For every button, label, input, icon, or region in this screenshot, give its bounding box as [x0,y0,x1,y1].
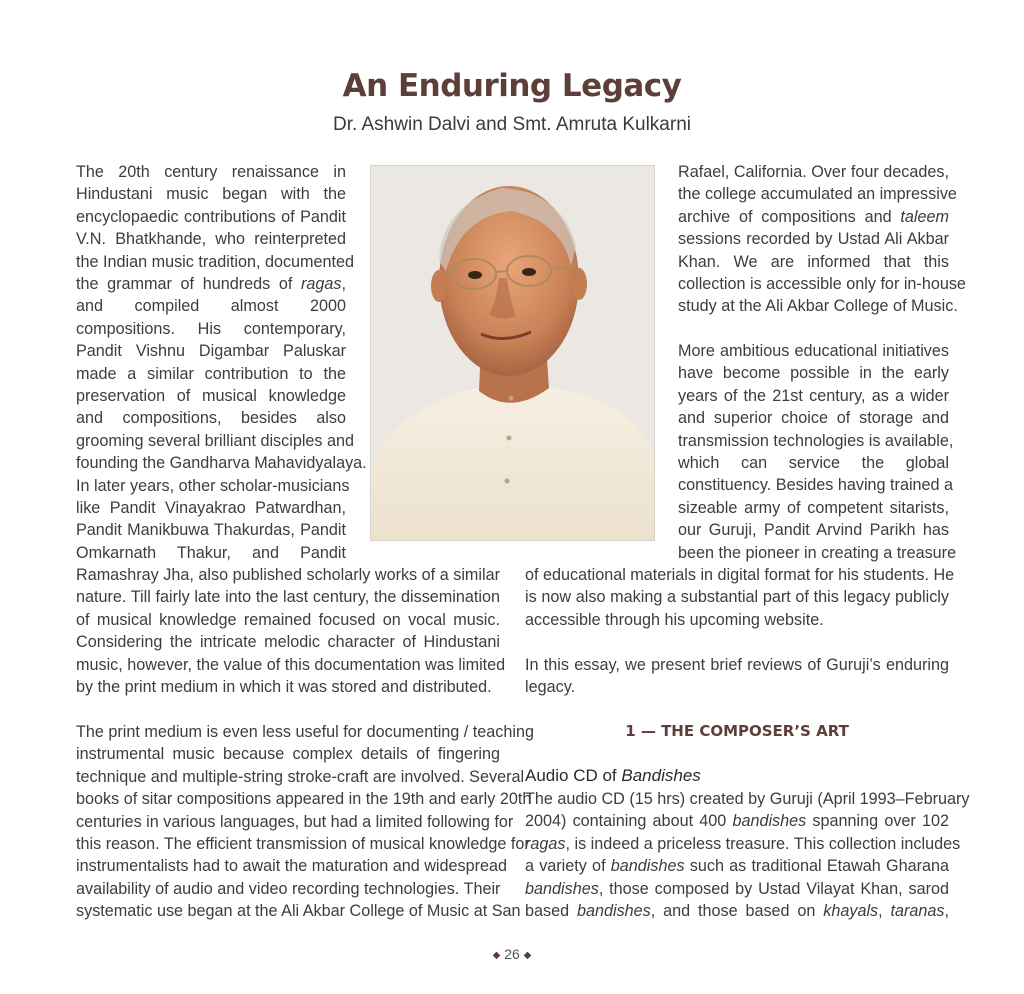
page-number [0,946,1024,962]
text-line: and compositions, besides also [76,409,346,428]
article-authors: Dr. Ashwin Dalvi and Smt. Amruta Kulkarni [333,114,691,135]
text-line: collection is accessible only for in-house [678,275,966,293]
text-line: and superior choice of storage and [678,409,949,428]
text-line: like Pandit Vinayakrao Patwardhan, [76,499,346,517]
text-line: technique and multiple-string stroke-craft are involved. Several [76,767,525,786]
text-line: of musical knowledge remained focused on vocal music. [76,610,500,629]
text-line: centuries in various languages, but had a limited following for [76,812,514,831]
text-line: which can service the global [678,454,949,472]
text-line: the grammar of hundreds of ragas, [76,275,346,293]
text-line: books of sitar compositions appeared in the 19th and early 20th [76,790,532,809]
text-line: the Indian music tradition, documented [76,252,355,271]
text-line: years of the 21st century, as a wider [678,386,949,405]
page-number-text: 26 [504,946,520,962]
text-line: have become possible in the early [678,364,949,383]
text-line: music, however, the value of this documentation was limited [76,655,506,674]
text-line: Pandit Vishnu Digambar Paluskar [76,342,346,361]
text-line: preservation of musical knowledge [76,387,346,405]
text-line: by the print medium in which it was stored and distributed. [76,678,492,696]
text-line: nature. Till fairly late into the last century, the dissemination [76,588,500,607]
text-line: Pandit Manikbuwa Thakurdas, Pandit [76,521,346,540]
text-line: grooming several brilliant disciples and [76,431,355,450]
text-line: Omkarnath Thakur, and Pandit [76,543,346,562]
text-line: systematic use began at the Ali Akbar College of Music at San [76,902,521,921]
portrait-photo [370,165,655,541]
text-line: encyclopaedic contributions of Pandit [76,207,346,226]
ornament-diamond-icon: ◆ [492,950,501,961]
text-line: is now also making a substantial part of this legacy publicly [525,588,949,607]
text-line: In later years, other scholar-musicians [76,476,350,495]
text-line: and compiled almost 2000 [76,297,346,316]
text-line: founding the Gandharva Mahavidyalaya. [76,454,367,473]
text-line: Considering the intricate melodic character of Hindustani [76,633,500,652]
text-line: of educational materials in digital format for his students. He [525,566,955,584]
text-line: V.N. Bhatkhande, who reinterpreted [76,230,346,249]
text-line: legacy. [525,678,576,697]
text-line: More ambitious educational initiatives [678,342,949,360]
text-line: been the pioneer in creating a treasure [678,543,957,562]
text-line: our Guruji, Pandit Arvind Parikh has [678,521,949,540]
section-heading: 1 — THE COMPOSER’S ART [625,722,849,740]
text-line: transmission technologies is available, [678,431,954,450]
text-line: bandishes, those composed by Ustad Vilayat Khan, sarod [525,879,949,898]
text-line: availability of audio and video recording technologies. Their [76,879,501,898]
text-line: The print medium is even less useful for documenting / teaching [76,723,534,741]
text-line: instrumentalists had to await the maturation and widespread [76,857,508,876]
text-line: archive of compositions and taleem [678,207,949,226]
article-title: An Enduring Legacy [342,68,682,104]
text-line: Hindustani music began with the [76,185,346,204]
text-line: The 20th century renaissance in [76,163,346,181]
text-line: based bandishes, and those based on khayals, taranas, [525,902,950,920]
text-line: sessions recorded by Ustad Ali Akbar [678,230,949,249]
text-line: constituency. Besides having trained a [678,476,954,495]
text-line: accessible through his upcoming website. [525,610,824,629]
text-line: Rafael, California. Over four decades, [678,163,949,181]
ornament-diamond-icon: ◆ [523,950,532,961]
text-line: compositions. His contemporary, [76,319,346,338]
text-line: a variety of bandishes such as traditional Etawah Gharana [525,857,949,876]
text-line: sizeable army of competent sitarists, [678,498,949,517]
text-line: this reason. The efficient transmission of musical knowledge for [76,835,530,853]
text-line: study at the Ali Akbar College of Music. [678,297,958,316]
section-subheading: Audio CD of Bandishes [525,766,701,785]
portrait-illustration [371,166,654,540]
text-line: ragas, is indeed a priceless treasure. This collection includes [525,834,961,853]
text-line: instrumental music because complex details of fingering [76,745,500,764]
text-line: 2004) containing about 400 bandishes spanning over 102 [525,812,949,831]
text-line: Khan. We are informed that this [678,252,949,271]
text-line: made a similar contribution to the [76,364,346,383]
text-line: The audio CD (15 hrs) created by Guruji (April 1993–February [525,790,970,808]
text-line: the college accumulated an impressive [678,185,957,204]
text-line: Ramashray Jha, also published scholarly works of a similar [76,566,500,584]
text-line: In this essay, we present brief reviews of Guruji’s enduring [525,656,949,674]
